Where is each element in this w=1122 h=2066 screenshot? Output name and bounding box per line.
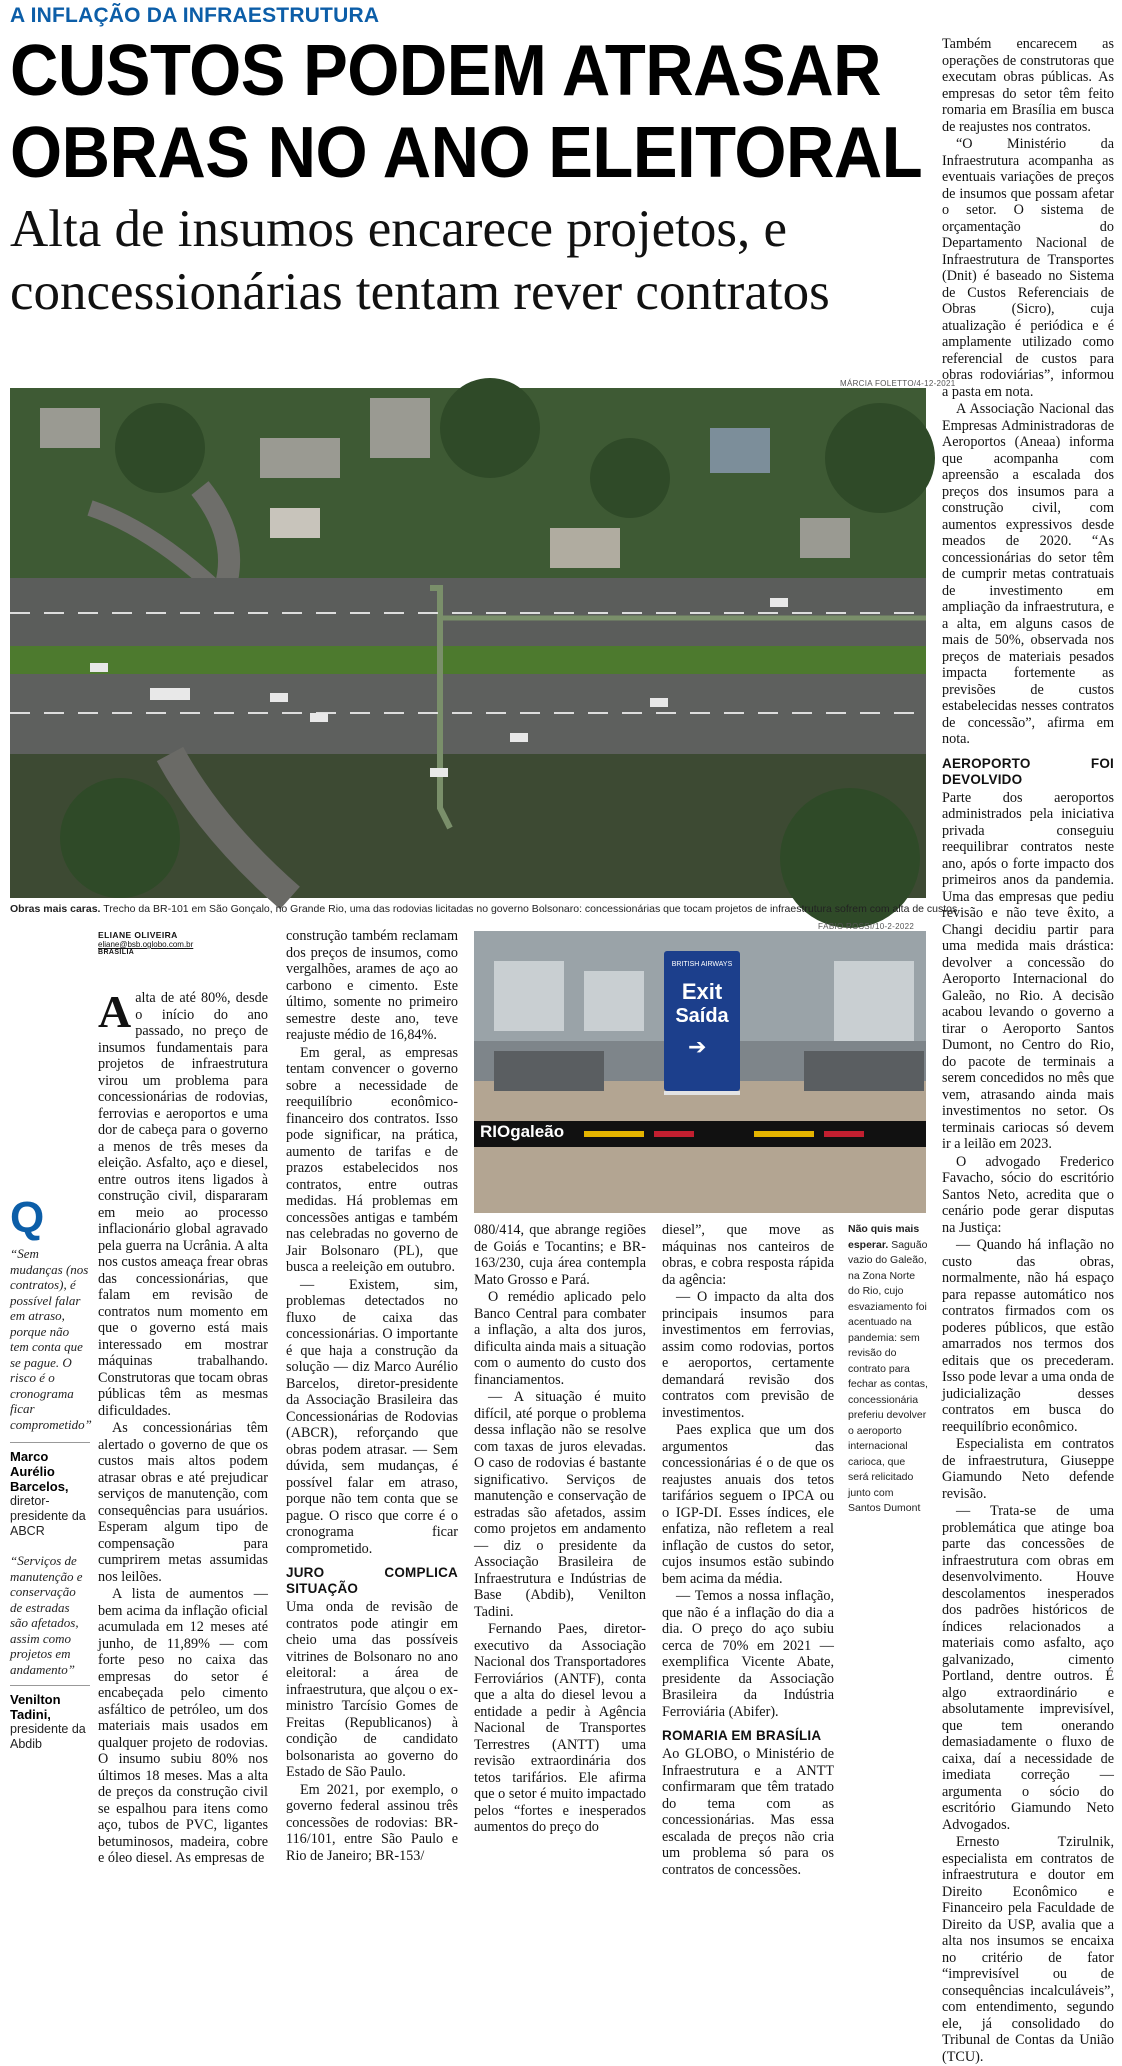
paragraph: Uma onda de revisão de contratos pode atingir em cheio uma das possíveis vitrines de Bolsonaro no ano eleitoral: a área de infraestrutura, que alçou o ex-ministro Tarcísio Gomes de Freitas (Republicanos) à condição de candidato bolsonarista ao governo do Estado de São Paulo.	[286, 1599, 458, 1780]
article-column-4	[662, 1222, 834, 1879]
headline: CUSTOS PODEM ATRASAR OBRAS NO ANO ELEITORAL	[10, 30, 923, 194]
paragraph: construção também reclamam dos preços de insumos, como vergalhões, arames de aço ao carbono e cimento. Este último, somente no primeiro semestre deste ano, teve reajuste médio de 16,84%.	[286, 928, 458, 1043]
pullquote-text: “Serviços de manutenção e conservação de estradas são afetados, assim como projetos em andamento”	[10, 1553, 83, 1677]
article-column-3	[474, 1222, 646, 1837]
section-subhead: AEROPORTO FOI DEVOLVIDO	[942, 755, 1114, 787]
paragraph: Especialista em contratos de infraestrutura, Giuseppe Giamundo Neto defende revisão.	[942, 1436, 1114, 1502]
sign-brand: BRITISH AIRWAYS	[671, 961, 733, 968]
drop-cap: A	[98, 986, 132, 1037]
paragraph: Em geral, as empresas tentam convencer o governo sobre a necessidade de reequilíbrio econômico-financeiro dos contratos. Isso pode significar, na prática, aumento de tarifas e de prazos estabelecidos nos contratos, entre outras medidas. Há problemas em concessões antigas e também nas celebradas no governo de Jair Bolsonaro (PL), que busca a reeleição em outubro.	[286, 1044, 458, 1275]
pullquote-name: Marco Aurélio Barcelos,	[10, 1449, 69, 1494]
paragraph: Parte dos aeroportos administrados pela iniciativa privada conseguiu reequilibrar contratos neste ano, após o forte impacto dos primeiros anos da pandemia. Uma das empresas que pediu revisão e não teve êxito, a Changi decidiu partir para uma medida mais drástica: devolver a concessão do Aeroporto Internacional do Galeão, no Rio. A decisão acabou levando o governo a tirar o Aeroporto Santos Dumont, no Centro do Rio, do pacote de terminais a serem concedidos no mês que vem, atrasando ainda mais investimentos no setor. Os terminais cariocas só devem ir a leilão em 2023.	[942, 789, 1114, 1152]
banner-text: RIOgaleão	[480, 1122, 565, 1141]
airport-hall-photo	[474, 931, 926, 1213]
article-column-1	[98, 986, 268, 1868]
pullquote-name: Venilton Tadini,	[10, 1692, 61, 1722]
caption-lead: Não quis mais esperar.	[848, 1223, 920, 1251]
section-subhead: ROMARIA EM BRASÍLIA	[662, 1728, 822, 1743]
caption-lead: Obras mais caras.	[10, 903, 101, 915]
paragraph: A lista de aumentos — bem acima da inflação oficial acumulada em 12 meses até junho, de 11,89% — com forte peso no caixa das empresas do setor é encabeçada pelo cimento asfáltico de petróleo, um dos materiais mais usados em qualquer projeto de rodovias. O insumo subiu 80% nos últimos 18 meses. Mas a alta de preços da construção civil se espalhou para itens como aço, tubos de PVC, ligantes betuminosos, madeira, cobre e óleo diesel. As empresas de	[98, 1586, 268, 1866]
highway-aerial-illustration	[10, 388, 926, 898]
pullquote-role: diretor-presidente da ABCR	[10, 1494, 86, 1538]
paragraph: alta de até 80%, desde o início do ano passado, no preço de insumos fundamentais para projetos de infraestrutura virou um problema para concessionárias de rodovias, ferrovias e aeroportos e uma dor de cabeça para o governo a menos de três meses da eleição. Asfalto, aço e diesel, entre outros itens ligados à construção civil, dispararam em meio ao processo inflacionário global agravado pela guerra na Ucrânia. A alta nos custos ameaça frear obras das concessionárias, que falam em revisão de contratos num momento em que o governo está mais interessado em mostrar máquinas trabalhando. Construtoras que tocam obras públicas têm as mesmas dificuldades.	[98, 990, 268, 1419]
quote-q-icon: Q	[10, 1193, 45, 1242]
paragraph: — Trata-se de uma problemática que atinge boa parte das concessões de infraestrutura com obras em desenvolvimento. Houve descolamentos inesperados dos padrões históricos de índices relacionados a materiais como asfalto, aço galvanizado, cimento Portland, dentre outros. É algo extraordinário e absolutamente imprevisível, que tem onerando demasiadamente o fluxo de caixa, daí a necessidade de imediata correção — argumenta o sócio do escritório Giamundo Neto Advogados.	[942, 1503, 1114, 1833]
paragraph: Fernando Paes, diretor-executivo da Associação Nacional dos Transportadores Ferroviários (ANTF), conta que a alta do diesel levou a entidade a pedir à Agência Nacional de Transportes Terrestres (ANTT) uma revisão extraordinária dos tetos tarifários. Ele afirma que o setor é muito impactado pelos “fortes e inesperados aumentos do preço do	[474, 1621, 646, 1835]
paragraph: — O impacto da alta dos principais insumos para investimentos em ferrovias, assim como rodovias, portos e aeroportos, certamente demandará revisão dos contratos com previsão de investimentos.	[662, 1289, 834, 1421]
caption-text: Trecho da BR-101 em São Gonçalo, no Grande Rio, uma das rodovias licitadas no governo Bolsonaro: concessionárias que tocam projetos de infraestrutura sofrem com alta de custos	[100, 903, 958, 915]
section-subhead: JURO COMPLICA SITUAÇÃO	[286, 1565, 458, 1596]
paragraph: — Quando há inflação no custo das obras, normalmente, não há espaço para repasse automático nos contratos firmados com os poderes públicos, que estão amarrados nos termos dos editais que os precederam. Isso pode levar a uma onda de judicialização desses contratos em busca do reequilíbrio econômico.	[942, 1237, 1114, 1435]
paragraph: Ernesto Tzirulnik, especialista em contratos de infraestrutura e doutor em Direito Econômico e Financeiro pela Faculdade de Direito da USP, avalia que a alta nos insumos se encaixa no critério de fator “imprevisível ou de consequências incalculáveis”, com entendimento, segundo ele, já consolidado do Tribunal de Contas da União (TCU).	[942, 1834, 1114, 2065]
byline-name: ELIANE OLIVEIRA	[98, 930, 178, 940]
paragraph: O advogado Frederico Favacho, sócio do escritório Santos Neto, acredita que o cenário pode gerar disputas na Justiça:	[942, 1153, 1114, 1236]
caption-text: Saguão vazio do Galeão, na Zona Norte do Rio, cujo esvaziamento foi acentuado na pandemia: sem revisão do contrato para fechar as contas, concessionária preferiu devolver o aeroporto internacional carioca, que será relicitado junto com Santos Dumont	[848, 1238, 928, 1514]
paragraph: Paes explica que um dos argumentos das concessionárias é o de que os reajustes anuais dos tetos tarifários seguem o IPCA ou o IGP-DI. Esses índices, ele enfatiza, não refletem a real inflação de custos do setor, cujos insumos estão subindo bem acima da média.	[662, 1422, 834, 1587]
arrow-right-icon: ➔	[688, 1035, 707, 1060]
highway-aerial-photo	[10, 388, 926, 898]
pullquote-sidebar	[10, 1193, 92, 1752]
paragraph: — Temos a nossa inflação, que não é a inflação do dia a dia. O preço do aço subiu cerca de 70% em 2021 — exemplifica Vicente Abate, presidente da Associação Brasileira da Indústria Ferroviária (Abifer).	[662, 1588, 834, 1720]
airport-illustration	[474, 931, 926, 1213]
article-column-right	[942, 36, 1114, 2066]
divider	[10, 1442, 90, 1443]
paragraph: diesel”, que move as máquinas nos canteiros de obras, e cobra resposta rápida da agência:	[662, 1222, 834, 1288]
article-column-2	[286, 928, 458, 1865]
byline-city: BRASÍLIA	[98, 949, 135, 956]
paragraph: As concessionárias têm alertado o governo de que os custos mais altos podem atrasar obras e até prejudicar serviços de manutenção, com consequências para usuários. Esperam algum tipo de compensação para cumprirem metas assumidas nos leilões.	[98, 1420, 268, 1585]
pullquote-text: “Sem mudanças (nos contratos), é possível falar em atraso, porque não tem conta que se pague. O risco é o cronograma ficar comprometido”	[10, 1246, 92, 1432]
paragraph: 080/414, que abrange regiões de Goiás e Tocantins; e BR-163/230, cuja área contempla Mato Grosso e Pará.	[474, 1222, 646, 1288]
divider	[10, 1685, 90, 1686]
byline-email[interactable]: eliane@bsb.oglobo.com.br	[98, 940, 194, 949]
photo-credit: FÁBIO ROSSI/10-2-2022	[818, 922, 915, 931]
paragraph: — A situação é muito difícil, até porque o problema dessa inflação não se resolve com taxas de juros elevadas. O caso de rodovias é bastante significativo. Serviços de manutenção e conservação de estradas são afetados, assim como projetos em andamento — diz o presidente da Associação Brasileira de Infraestrutura e Indústrias de Base (Abdib), Venilton Tadini.	[474, 1389, 646, 1620]
paragraph: Ao GLOBO, o Ministério de Infraestrutura e a ANTT confirmaram que têm tratado do tema com as concessionárias. Mas essa escalada de preços não cria um problema só para os contratos de concessões.	[662, 1746, 834, 1878]
paragraph: O remédio aplicado pelo Banco Central para combater a inflação, a alta dos juros, dificulta ainda mais a situação com o aumento do custo dos financiamentos.	[474, 1289, 646, 1388]
paragraph: A Associação Nacional das Empresas Administradoras de Aeroportos (Aneaa) informa que acompanha com apreensão a escalada dos preços dos insumos para a construção civil, com aumentos expressivos desde meados de 2020. “As concessionárias do setor têm de cumprir metas contratuais de investimento em ampliação da infraestrutura, e a alta, em alguns casos de mais de 50%, observada nos preços de materiais pesados impacta fortemente as previsões de custos estabelecidas nesses contratos de concessão”, afirma em nota.	[942, 401, 1114, 747]
photo-credit: MÁRCIA FOLETTO/4-12-2021	[840, 379, 956, 388]
paragraph: Em 2021, por exemplo, o governo federal assinou três concessões de rodovias: BR-116/101, entre São Paulo e Rio de Janeiro; BR-153/	[286, 1781, 458, 1864]
section-kicker: A INFLAÇÃO DA INFRAESTRUTURA	[10, 4, 380, 27]
paragraph: “O Ministério da Infraestrutura acompanha as eventuais variações de preços de insumos que possam afetar o setor. O sistema de orçamentação do Departamento Nacional de Infraestrutura de Transportes (Dnit) é baseado no Sistema de Custos Referenciais de Obras (Sicro), cuja atualização é periódica e é amplamente utilizado como referencial de custos para obras rodoviárias”, informou a pasta em nota.	[942, 136, 1114, 400]
paragraph: — Existem, sim, problemas detectados no fluxo de caixa das concessionárias. O importante é que haja a construção da solução — diz Marco Aurélio Barcelos, diretor-presidente da Associação Brasileira das Concessionárias de Rodovias (ABCR), reforçando que obras podem atrasar. — Sem dúvida, sem mudanças, é possível falar em atraso, porque não tem conta que se pague. O risco que corre é o cronograma ficar comprometido.	[286, 1276, 458, 1557]
byline	[98, 930, 258, 956]
photo-caption	[10, 903, 958, 915]
pullquote-role: presidente da Abdib	[10, 1722, 86, 1751]
sign-saida: Saída	[675, 1005, 729, 1027]
paragraph: Também encarecem as operações de construtoras que executam obras públicas. As empresas do setor têm feito romaria em Brasília em busca de reajustes nos contratos.	[942, 36, 1114, 135]
subheadline: Alta de insumos encarece projetos, e concessionárias tentam rever contratos	[10, 200, 830, 321]
sign-exit: Exit	[681, 979, 723, 1004]
airport-photo-caption	[848, 1222, 928, 1517]
